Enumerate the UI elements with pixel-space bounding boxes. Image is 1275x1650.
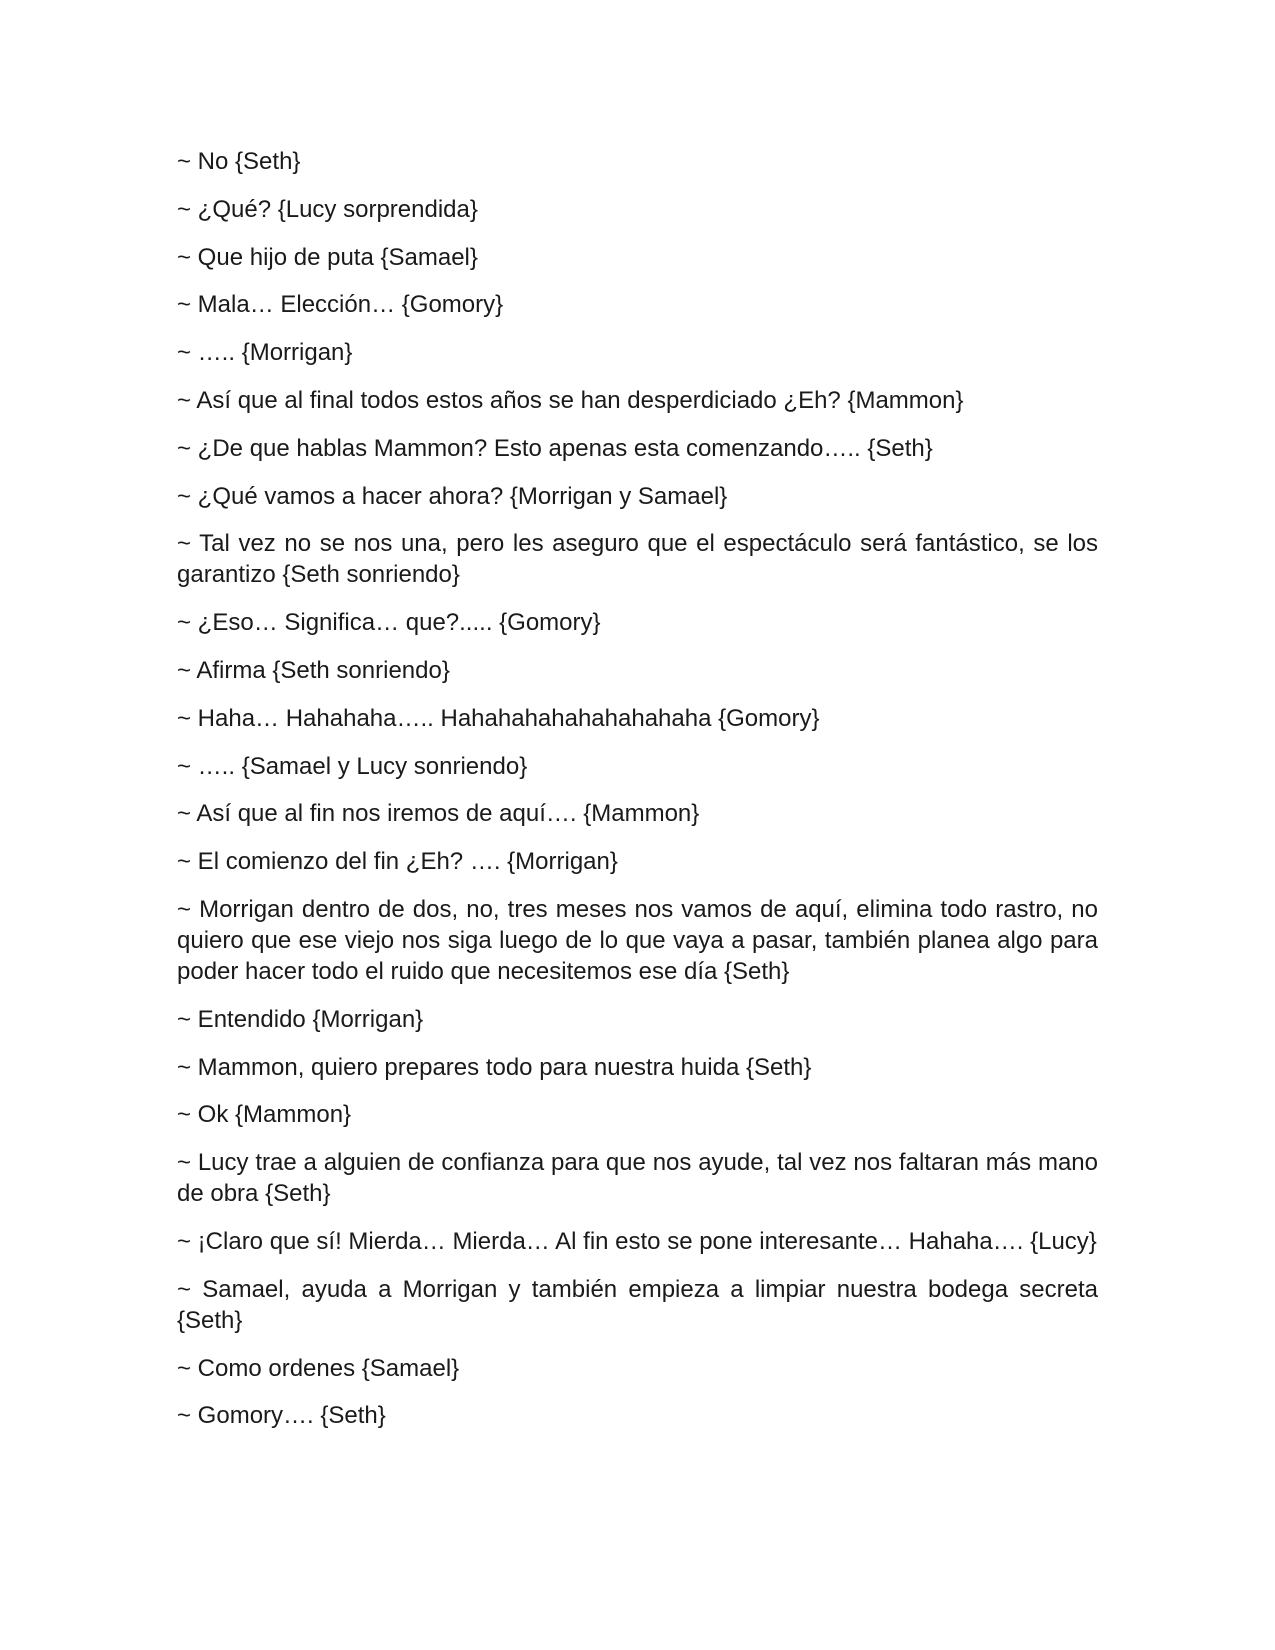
dialogue-line: ~ Haha… Hahahaha….. Hahahahahahahahahaha {Gomory} <box>177 704 820 732</box>
dialogue-line: ~ Afirma {Seth sonriendo} <box>177 656 450 684</box>
dialogue-line: ~ ¿Qué? {Lucy sorprendida} <box>177 195 478 223</box>
dialogue-line: ~ Mammon, quiero prepares todo para nuestra huida {Seth} <box>177 1053 812 1081</box>
dialogue-line: ~ ….. {Samael y Lucy sonriendo} <box>177 752 528 780</box>
dialogue-line: ~ Gomory…. {Seth} <box>177 1402 386 1430</box>
dialogue-line: ~ ….. {Morrigan} <box>177 339 353 367</box>
dialogue-line: ~ Samael, ayuda a Morrigan y también empieza a limpiar nuestra bodega secreta {Seth} <box>177 1275 1098 1334</box>
dialogue-line: ~ Morrigan dentro de dos, no, tres meses nos vamos de aquí, elimina todo rastro, no quiero que ese viejo nos siga luego de lo que vaya a pasar, también planea algo para poder hacer todo el ruido que necesitemos ese día {Seth} <box>177 895 1098 985</box>
dialogue-line: ~ Tal vez no se nos una, pero les aseguro que el espectáculo será fantástico, se los garantizo {Seth sonriendo} <box>177 530 1098 589</box>
dialogue-line: ~ ¿Qué vamos a hacer ahora? {Morrigan y Samael} <box>177 482 728 510</box>
dialogue-line: ~ Entendido {Morrigan} <box>177 1005 424 1033</box>
dialogue-line: ~ Mala… Elección… {Gomory} <box>177 291 504 319</box>
dialogue-line: ~ El comienzo del fin ¿Eh? …. {Morrigan} <box>177 848 618 876</box>
dialogue-text <box>177 146 1098 1448</box>
dialogue-line: ~ ¿Eso… Significa… que?..... {Gomory} <box>177 609 601 637</box>
dialogue-line: ~ Así que al final todos estos años se han desperdiciado ¿Eh? {Mammon} <box>177 386 964 414</box>
dialogue-line: ~ ¿De que hablas Mammon? Esto apenas esta comenzando….. {Seth} <box>177 434 933 462</box>
dialogue-line: ~ ¡Claro que sí! Mierda… Mierda… Al fin esto se pone interesante… Hahaha…. {Lucy} <box>177 1227 1097 1255</box>
dialogue-line: ~ Ok {Mammon} <box>177 1101 352 1129</box>
dialogue-line: ~ Como ordenes {Samael} <box>177 1354 460 1382</box>
dialogue-line: ~ Que hijo de puta {Samael} <box>177 243 478 271</box>
dialogue-line: ~ No {Seth} <box>177 148 301 175</box>
dialogue-line: ~ Así que al fin nos iremos de aquí…. {Mammon} <box>177 800 700 828</box>
dialogue-line: ~ Lucy trae a alguien de confianza para que nos ayude, tal vez nos faltaran más mano de obra {Seth} <box>177 1149 1098 1208</box>
